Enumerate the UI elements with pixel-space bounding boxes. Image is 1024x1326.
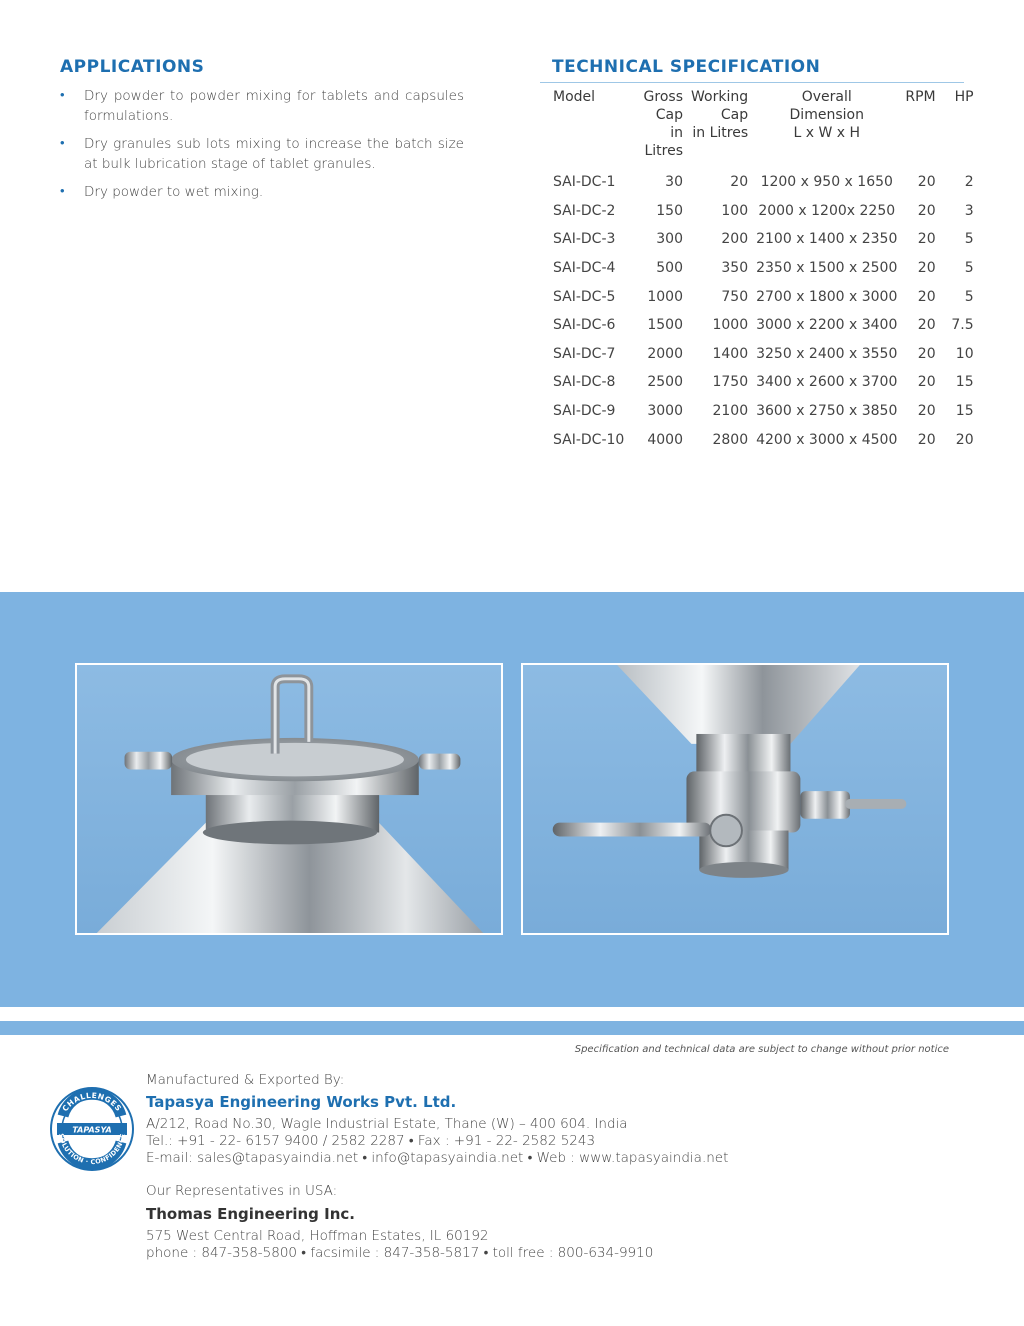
- bullet-icon: •: [60, 136, 65, 151]
- footer-divider-strip: [0, 1021, 1024, 1035]
- cell-rpm: 20: [917, 431, 936, 448]
- representative-address: 575 West Central Road, Hoffman Estates, IL 60192: [146, 1228, 489, 1244]
- spec-heading: TECHNICAL SPECIFICATION: [552, 57, 821, 77]
- cell-model: SAI-DC-2: [553, 202, 616, 219]
- col-header-working: Working Cap in Litres: [691, 89, 749, 141]
- cell-working-cap: 1000: [712, 317, 749, 334]
- cell-gross-cap: 1000: [647, 288, 683, 305]
- table-header-row: [549, 88, 978, 168]
- cell-working-cap: 1750: [712, 374, 749, 391]
- cell-rpm: 20: [917, 403, 936, 420]
- cell-model: SAI-DC-10: [553, 431, 625, 448]
- heading-divider: [540, 82, 964, 83]
- cell-hp: 15: [955, 403, 974, 420]
- cell-model: SAI-DC-7: [553, 345, 616, 362]
- cell-working-cap: 1400: [712, 345, 749, 362]
- cell-overall-dimension: 3400 x 2600 x 3700: [756, 374, 898, 391]
- cell-gross-cap: 300: [656, 231, 683, 248]
- application-text: Dry powder to wet mixing.: [84, 184, 264, 200]
- cell-hp: 5: [964, 231, 974, 248]
- disclaimer-text: Specification and technical data are subject to change without prior notice: [574, 1044, 949, 1055]
- cell-model: SAI-DC-6: [553, 317, 616, 334]
- cell-overall-dimension: 3600 x 2750 x 3850: [756, 403, 898, 420]
- cell-overall-dimension: 1200 x 950 x 1650: [760, 174, 893, 191]
- cell-hp: 20: [955, 431, 974, 448]
- cell-overall-dimension: 3250 x 2400 x 3550: [756, 345, 898, 362]
- cell-hp: 3: [964, 202, 974, 219]
- cell-working-cap: 2800: [712, 431, 749, 448]
- bullet-icon: •: [60, 88, 65, 103]
- list-item: [60, 86, 464, 126]
- cell-overall-dimension: 2350 x 1500 x 2500: [756, 260, 898, 277]
- representative-phone: phone : 847-358-5800 • facsimile : 847-358-5817 • toll free : 800-634-9910: [146, 1245, 654, 1261]
- cell-rpm: 20: [917, 374, 936, 391]
- cell-rpm: 20: [917, 260, 936, 277]
- logo-center-text: TAPASYA: [72, 1125, 112, 1135]
- tapasya-logo: [49, 1086, 135, 1172]
- manufacturer-phone: Tel.: +91 - 22- 6157 9400 / 2582 2287 • Fax : +91 - 22- 2582 5243: [146, 1133, 596, 1149]
- table-row: [549, 168, 978, 197]
- logo-top-text: CHALLENGES: [60, 1090, 124, 1114]
- col-header-model: Model: [553, 89, 596, 105]
- manufacturer-email: E-mail: sales@tapasyaindia.net • info@tapasyaindia.net • Web : www.tapasyaindia.net: [146, 1150, 729, 1166]
- product-photo-lid: [75, 663, 503, 935]
- cell-overall-dimension: 2700 x 1800 x 3000: [756, 288, 898, 305]
- table-row: [549, 225, 978, 254]
- cell-overall-dimension: 4200 x 3000 x 4500: [756, 431, 898, 448]
- cell-overall-dimension: 2000 x 1200x 2250: [758, 202, 896, 219]
- cell-gross-cap: 150: [656, 202, 683, 219]
- application-text: Dry granules sub lots mixing to increase the batch size at bulk lubrication stage of tablet granules.: [84, 136, 464, 172]
- cell-model: SAI-DC-5: [553, 288, 616, 305]
- cell-gross-cap: 1500: [647, 317, 683, 334]
- cell-rpm: 20: [917, 288, 936, 305]
- cell-gross-cap: 30: [665, 174, 683, 191]
- list-item: [60, 134, 464, 174]
- cell-working-cap: 750: [721, 288, 749, 305]
- cell-gross-cap: 3000: [647, 403, 683, 420]
- cell-gross-cap: 2500: [647, 374, 683, 391]
- cell-rpm: 20: [917, 202, 936, 219]
- applications-heading: APPLICATIONS: [60, 57, 205, 77]
- cell-working-cap: 100: [721, 202, 749, 219]
- cell-model: SAI-DC-3: [553, 231, 616, 248]
- logo-bottom-text: SOLUTION · CONFIDENCE: [57, 1132, 127, 1167]
- cell-working-cap: 350: [721, 260, 749, 277]
- representative-company: Thomas Engineering Inc.: [146, 1205, 355, 1223]
- cell-gross-cap: 4000: [647, 431, 683, 448]
- cell-gross-cap: 500: [656, 260, 683, 277]
- cell-model: SAI-DC-1: [553, 174, 616, 191]
- manufacturer-label: Manufactured & Exported By:: [146, 1072, 345, 1088]
- cell-hp: 10: [955, 345, 974, 362]
- manufacturer-address: A/212, Road No.30, Wagle Industrial Estate, Thane (W) – 400 604. India: [146, 1116, 628, 1132]
- application-text: Dry powder to powder mixing for tablets and capsules formulations.: [84, 88, 464, 124]
- cell-rpm: 20: [917, 345, 936, 362]
- table-row: [549, 311, 978, 340]
- applications-list: [60, 86, 464, 210]
- spec-table: [549, 88, 978, 454]
- col-header-hp: HP: [954, 89, 974, 105]
- list-item: [60, 182, 464, 202]
- cell-working-cap: 200: [721, 231, 749, 248]
- cell-hp: 15: [955, 374, 974, 391]
- table-row: [549, 340, 978, 369]
- cell-model: SAI-DC-9: [553, 403, 616, 420]
- cell-model: SAI-DC-8: [553, 374, 616, 391]
- table-row: [549, 368, 978, 397]
- table-row: [549, 397, 978, 426]
- spec-table-body: [549, 168, 978, 454]
- table-row: [549, 282, 978, 311]
- manufacturer-company: Tapasya Engineering Works Pvt. Ltd.: [146, 1093, 457, 1111]
- cell-working-cap: 20: [730, 174, 749, 191]
- cell-rpm: 20: [917, 231, 936, 248]
- cell-model: SAI-DC-4: [553, 260, 616, 277]
- cell-overall-dimension: 2100 x 1400 x 2350: [756, 231, 898, 248]
- cell-gross-cap: 2000: [647, 345, 683, 362]
- cell-hp: 2: [964, 174, 974, 191]
- table-row: [549, 197, 978, 226]
- cell-hp: 5: [964, 260, 974, 277]
- col-header-overall: Overall Dimension L x W x H: [789, 89, 864, 141]
- cell-rpm: 20: [917, 174, 936, 191]
- cell-overall-dimension: 3000 x 2200 x 3400: [756, 317, 898, 334]
- bullet-icon: •: [60, 184, 65, 199]
- cell-hp: 5: [964, 288, 974, 305]
- table-row: [549, 254, 978, 283]
- col-header-gross: Gross Cap in Litres: [643, 89, 683, 159]
- product-photo-valve: [521, 663, 949, 935]
- cell-working-cap: 2100: [712, 403, 749, 420]
- cell-rpm: 20: [917, 317, 936, 334]
- col-header-rpm: RPM: [905, 89, 936, 105]
- cell-hp: 7.5: [951, 317, 974, 334]
- table-row: [549, 425, 978, 454]
- representative-label: Our Representatives in USA:: [146, 1183, 338, 1199]
